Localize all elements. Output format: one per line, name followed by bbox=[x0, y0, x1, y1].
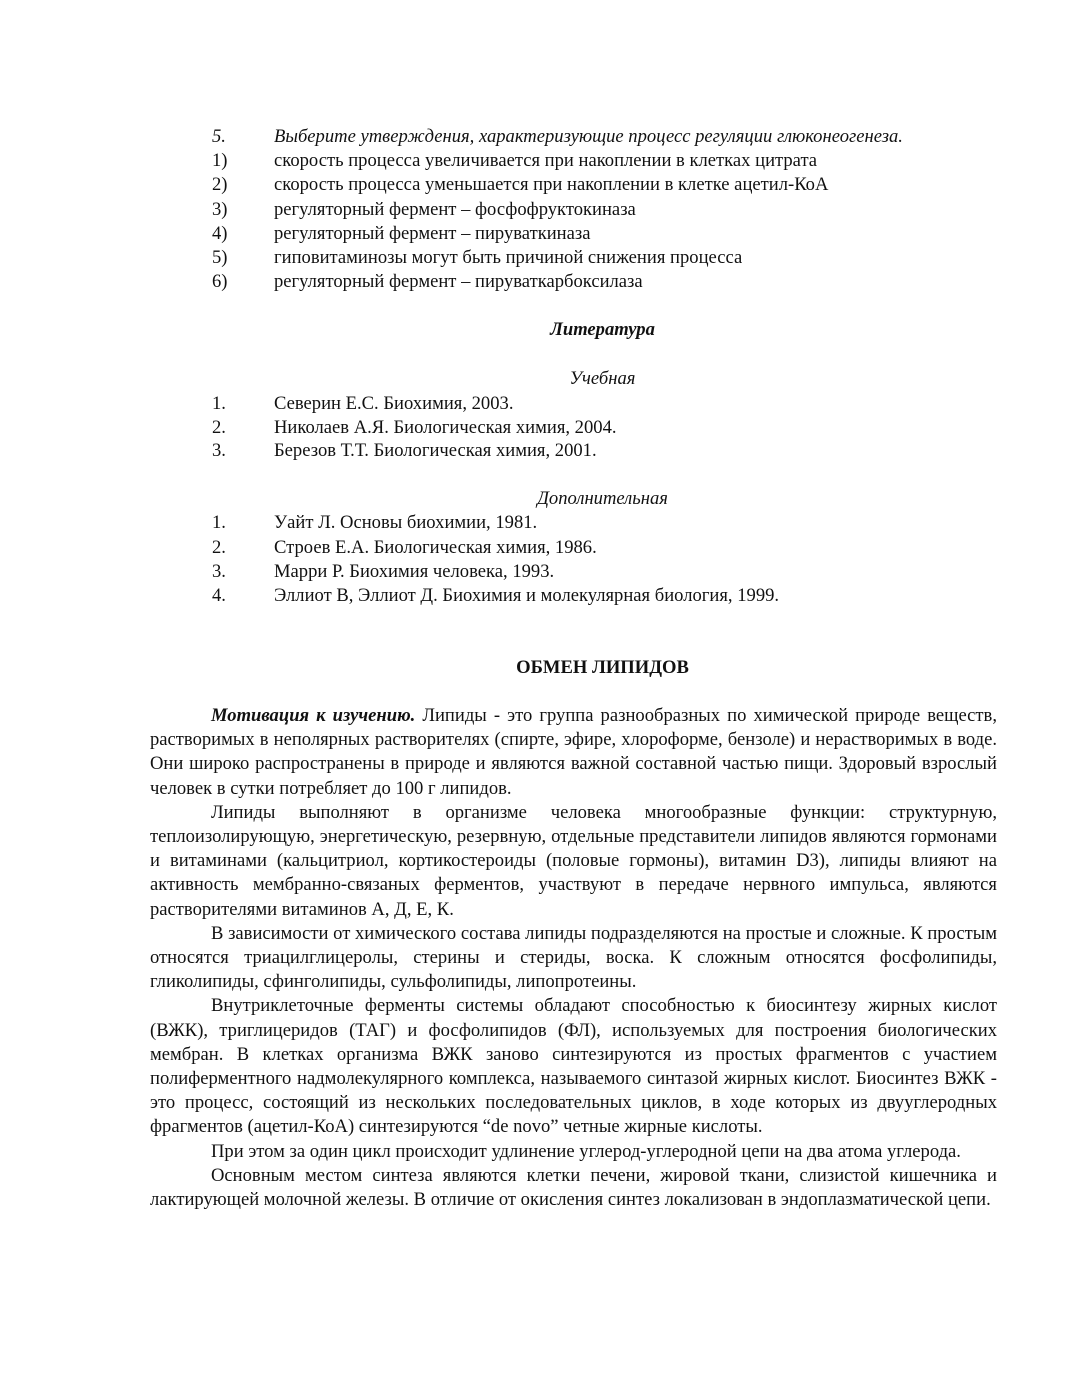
item-text: регуляторный фермент – пируваткарбоксилаза bbox=[274, 271, 643, 292]
item-number: 1. bbox=[212, 512, 226, 533]
paragraph: Липиды выполняют в организме человека многообразные функции: структурную, теплоизолирующую, энергетическую, резервную, отдельные представители липидов являются гормонами и витаминами (кальцитриол, кортикостероиды (половые гормоны), витамин D3), липиды влияют на активность мембранно-связаных ферментов, участвуют в передаче нервного импульса, являются растворителями витаминов А, Д, Е, К. bbox=[150, 801, 997, 920]
question-number: 5. bbox=[212, 126, 226, 147]
item-number: 3. bbox=[212, 440, 226, 461]
item-number: 3. bbox=[212, 561, 226, 582]
item-text: регуляторный фермент – фосфофруктокиназа bbox=[274, 199, 636, 220]
item-text: Эллиот В, Эллиот Д. Биохимия и молекулярная биология, 1999. bbox=[274, 585, 780, 606]
literature-main-heading: Учебная bbox=[569, 368, 636, 389]
item-number: 4. bbox=[212, 585, 226, 606]
literature-title: Литература bbox=[550, 319, 655, 340]
literature-extra-heading: Дополнительная bbox=[537, 488, 668, 509]
item-text: скорость процесса уменьшается при накоплении в клетке ацетил-КоА bbox=[274, 174, 829, 195]
paragraph: Основным местом синтеза являются клетки печени, жировой ткани, слизистой кишечника и лактирующей молочной железы. В отличие от окисления синтез локализован в эндоплазматической цепи. bbox=[150, 1164, 997, 1211]
item-text: Марри Р. Биохимия человека, 1993. bbox=[274, 561, 555, 582]
item-number: 1) bbox=[212, 150, 228, 171]
item-number: 4) bbox=[212, 223, 228, 244]
item-number: 1. bbox=[212, 393, 226, 414]
item-text: Уайт Л. Основы биохимии, 1981. bbox=[274, 512, 538, 533]
section-title: ОБМЕН ЛИПИДОВ bbox=[516, 657, 689, 678]
item-text: гиповитаминозы могут быть причиной снижения процесса bbox=[274, 247, 743, 268]
item-text: Березов Т.Т. Биологическая химия, 2001. bbox=[274, 440, 597, 461]
item-number: 6) bbox=[212, 271, 228, 292]
item-number: 3) bbox=[212, 199, 228, 220]
item-text: Николаев А.Я. Биологическая химия, 2004. bbox=[274, 417, 617, 438]
question-prompt: Выберите утверждения, характеризующие процесс регуляции глюконеогенеза. bbox=[274, 126, 903, 147]
item-number: 2) bbox=[212, 174, 228, 195]
motivation-label: Мотивация к изучению. bbox=[211, 705, 416, 726]
item-text: Строев Е.А. Биологическая химия, 1986. bbox=[274, 537, 597, 558]
item-text: Северин Е.С. Биохимия, 2003. bbox=[274, 393, 514, 414]
item-number: 2. bbox=[212, 417, 226, 438]
paragraph: Внутриклеточные ферменты системы обладают способностью к биосинтезу жирных кислот (ВЖК), триглицеридов (ТАГ) и фосфолипидов (ФЛ), используемых для построения биологических мембран. В клетках организма ВЖК заново синтезируются из простых фрагментов с участием полиферментного надмолекулярного комплекса, называемого синтазой жирных кислот. Биосинтез ВЖК - это процесс, состоящий из нескольких последовательных циклов, в ходе которых из двууглеродных фрагментов (ацетил-КоА) синтезируются “de novo” четные жирные кислоты. bbox=[150, 995, 997, 1138]
paragraph: В зависимости от химического состава липиды подразделяются на простые и сложные. К простым относятся триацилглицеролы, стерины и стериды, воска. К сложным относятся фосфолипиды, гликолипиды, сфинголипиды, сульфолипиды, липопротеины. bbox=[150, 922, 997, 993]
item-number: 5) bbox=[212, 247, 228, 268]
paragraph-text: Липиды - это группа разнообразных по химической природе веществ, растворимых в неполярных растворителях (спирте, эфире, хлороформе, бензоле) и нерастворимых в воде. Они широко распространены в природе и являются важной составной частью пищи. Здоровый взрослый человек в сутки потребляет до 100 г липидов. bbox=[150, 705, 997, 799]
paragraph: При этом за один цикл происходит удлинение углерод-углеродной цепи на два атома углерода. bbox=[211, 1140, 961, 1162]
item-number: 2. bbox=[212, 537, 226, 558]
paragraph bbox=[150, 704, 997, 801]
item-text: скорость процесса увеличивается при накоплении в клетках цитрата bbox=[274, 150, 818, 171]
item-text: регуляторный фермент – пируваткиназа bbox=[274, 223, 591, 244]
section-body bbox=[150, 704, 997, 1212]
